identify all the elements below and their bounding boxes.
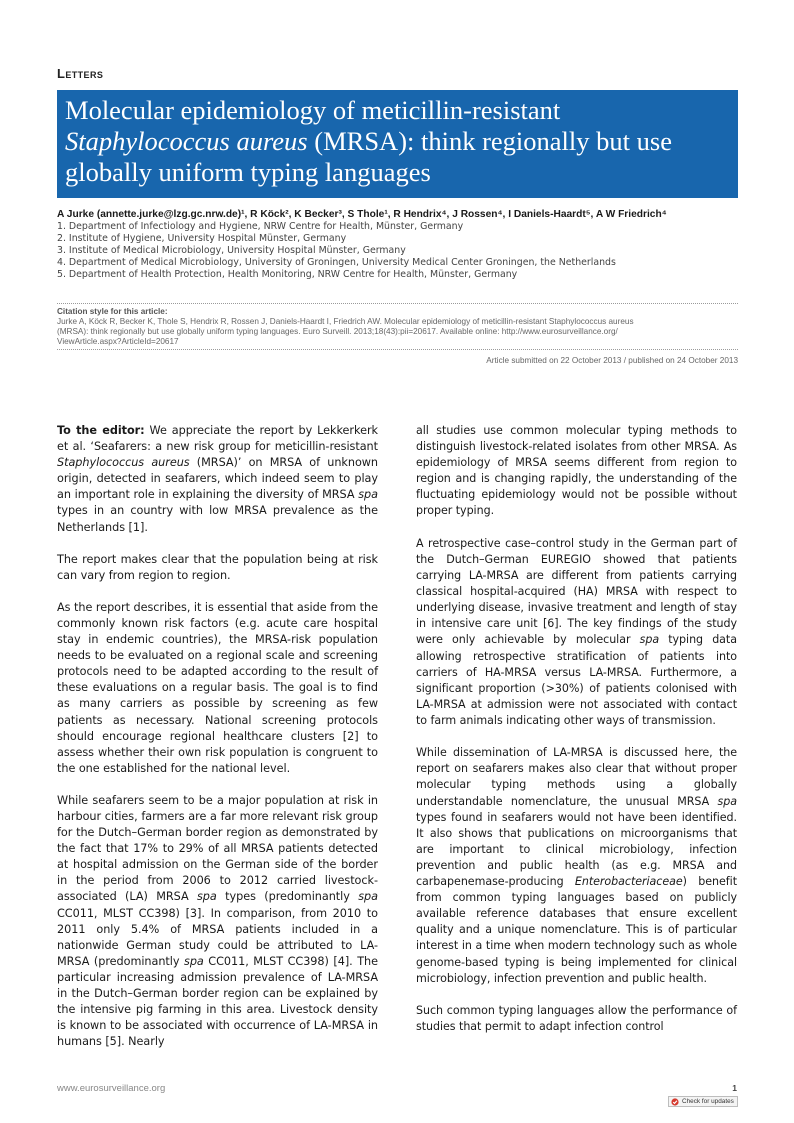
paragraph: To the editor: We appreciate the report by Lekkerkerk et al. ‘Seafarers: a new risk group for meticillin-resistant Staphylococcus aureus (MRSA)’ on MRSA of unknown origin, detected in seafarers, which indeed seem to play an important role in explaining the diversity of MRSA spa types in an country with low MRSA prevalence as the Netherlands [1]. bbox=[57, 424, 379, 534]
citation-line-3: ViewArticle.aspx?ArticleId=20617 bbox=[57, 337, 179, 346]
divider-top bbox=[57, 303, 738, 304]
submission-dates: Article submitted on 22 October 2013 / published on 24 October 2013 bbox=[486, 356, 738, 365]
title-line-2 bbox=[65, 126, 728, 157]
right-column bbox=[416, 423, 737, 1051]
paragraph: The report makes clear that the population being at risk can vary from region to region. bbox=[57, 552, 378, 582]
page-number: 1 bbox=[732, 1083, 737, 1093]
title-line-2-rest: (MRSA): think regionally but use bbox=[307, 126, 672, 156]
divider-bottom bbox=[57, 349, 738, 350]
paragraph: Such common typing languages allow the performance of studies that permit to adapt infection control bbox=[416, 1003, 737, 1034]
affiliation-4: 4. Department of Medical Microbiology, University of Groningen, University Medical Center Groningen, the Netherlands bbox=[57, 257, 616, 268]
left-column bbox=[57, 423, 378, 1066]
lead-in: To the editor: bbox=[57, 424, 145, 437]
paragraph: As the report describes, it is essential that aside from the commonly known risk factors (e.g. acute care hospital stay in endemic countries), the MRSA-risk population needs to be evaluated on a regional scale and screening protocols need to be adapted according to the result of these evaluations on a regular basis. The goal is to find as many carriers as possible by screening as few patients as necessary. National screening protocols should encourage regional healthcare clusters [2] to assess whether their own risk population is congruent to the one established for the national level. bbox=[57, 600, 378, 775]
paragraph: While dissemination of LA-MRSA is discussed here, the report on seafarers makes also clear that without proper molecular typing methods using a globally understandable nomenclature, the unusual MRSA spa types found in seafarers would not have been identified. It also shows that publications on microorganisms that are important to clinical microbiology, infection prevention and public health (as e.g. MRSA and carbapenemase-producing Enterobacteriaceae) benefit from common typing languages based on publicly available reference databases that ensure excellent quality and a unique nomenclature. This is of particular interest in a time when modern technology such as whole genome-based typing is being implemented for clinical microbiology, infection prevention and public health. bbox=[416, 746, 737, 985]
check-for-updates-button[interactable] bbox=[668, 1096, 738, 1107]
citation-block bbox=[57, 307, 738, 347]
affiliation-5: 5. Department of Health Protection, Health Monitoring, NRW Centre for Health, Münster, Germany bbox=[57, 269, 518, 280]
affiliation-2: 2. Institute of Hygiene, University Hospital Münster, Germany bbox=[57, 233, 347, 244]
affiliation-1: 1. Department of Infectiology and Hygiene, NRW Centre for Health, Münster, Germany bbox=[57, 221, 464, 232]
paragraph: While seafarers seem to be a major population at risk in harbour cities, farmers are a far more relevant risk group for the Dutch–German border region as demonstrated by the fact that 17% to 29% of all MRSA patients detected at hospital admission on the German side of the border in the period from 2006 to 2012 carried livestock-associated (LA) MRSA spa types (predominantly spa CC011, MLST CC398) [3]. In comparison, from 2010 to 2011 only 5.4% of MRSA patients included in a nationwide German study could be attributed to LA-MRSA (predominantly spa CC011, MLST CC398) [4]. The particular increasing admission prevalence of LA-MRSA in the Dutch–German border region can be explained by the intensive pig farming in this area. Livestock density is known to be associated with occurrence of LA-MRSA in humans [5]. Nearly bbox=[57, 793, 378, 1049]
citation-line-2: (MRSA): think regionally but use globally uniform typing languages. Euro Surveill. 2013;18(43):pii=20617. Available online: http://www.eurosurveillance.org/ bbox=[57, 327, 618, 336]
title-organism: Staphylococcus aureus bbox=[65, 126, 308, 156]
citation-line-1: Jurke A, Köck R, Becker K, Thole S, Hendrix R, Rossen J, Daniels-Haardt I, Friedrich AW. Molecular epidemiology of meticillin-resistant Staphylococcus aureus bbox=[57, 317, 634, 326]
title-line-1: Molecular epidemiology of meticillin-resistant bbox=[65, 95, 561, 125]
section-label: Letters bbox=[57, 66, 104, 81]
citation-heading: Citation style for this article: bbox=[57, 307, 168, 316]
affiliation-list bbox=[57, 221, 747, 281]
paragraph: all studies use common molecular typing methods to distinguish livestock-related isolates from other MRSA. As epidemiology of MRSA seems different from region to region and is changing rapidly, the understanding of the fluctuating epidemiology would not be possible without proper typing. bbox=[416, 424, 737, 518]
check-updates-label: Check for updates bbox=[682, 1098, 734, 1105]
author-list: A Jurke (annette.jurke@lzg.gc.nrw.de)¹, R Köck², K Becker³, S Thole¹, R Hendrix⁴, J Rossen⁴, I Daniels-Haardt⁵, A W Friedrich⁴ bbox=[57, 209, 667, 220]
article-title bbox=[57, 90, 738, 198]
check-updates-icon bbox=[671, 1098, 679, 1106]
affiliation-3: 3. Institute of Medical Microbiology, University Hospital Münster, Germany bbox=[57, 245, 406, 256]
paragraph: A retrospective case–control study in the German part of the Dutch–German EUREGIO showed that patients carrying LA-MRSA are different from patients carrying classical hospital-acquired (HA) MRSA with respect to underlying disease, invasive treatment and length of stay in intensive care unit [6]. The key findings of the study were only achievable by molecular spa typing data allowing retrospective stratification of patients into carriers of HA-MRSA versus LA-MRSA. Furthermore, a significant proportion (>30%) of patients colonised with LA-MRSA at admission were not associated with contact to farm animals indicating other ways of transmission. bbox=[416, 536, 737, 727]
footer-url: www.eurosurveillance.org bbox=[57, 1083, 166, 1094]
title-line-3: globally uniform typing languages bbox=[65, 157, 431, 187]
